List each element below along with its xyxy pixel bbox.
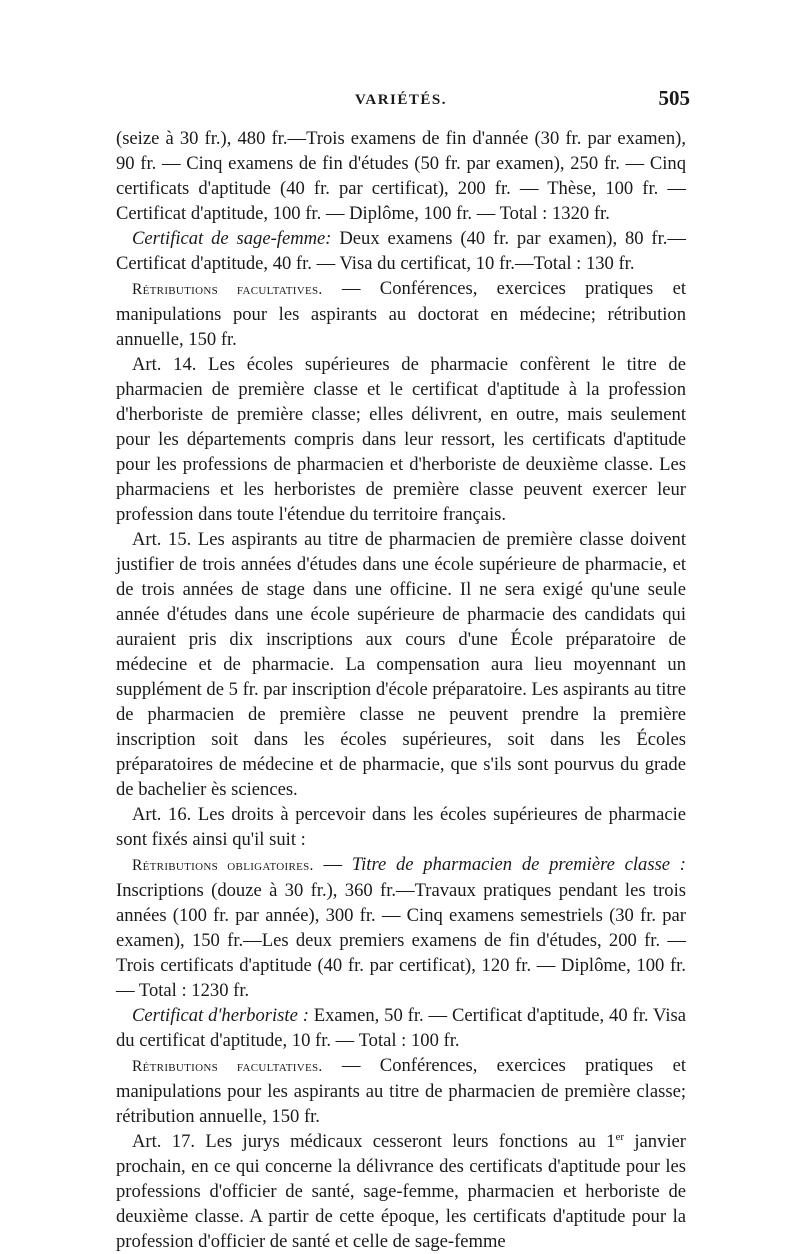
text-run: Deux examens (40 fr. par examen), 80 fr.— Certificat d'aptitude, 40 fr. — Visa du certificat, 10 fr.—Total : 130 fr. [116, 228, 686, 274]
text-run: Art. 15. Les aspirants au titre de pharmacien de première classe doivent justifier de trois années d'études dans une école supérieure de pharmacie, et de trois années de stage dans une officine. Il ne sera exigé qu'une seule année d'études dans une école supérieure de pharmacie des candidats qui auraient pris dix inscriptions aux cours d'une École préparatoire de médecine et de pharmacie. La compensation aura lieu moyennant un supplément de 5 fr. par inscription d'école préparatoire. Les aspirants au titre de pharmacien de première classe ne peuvent prendre la première inscription soit dans les écoles supérieures, soit dans les Écoles préparatoires de médecine et de pharmacie, que s'ils sont pourvus du grade de bachelier ès sciences. [116, 529, 686, 800]
text-run: Examen, 50 fr. — Certificat d'aptitude, 40 fr. Visa du certificat d'aptitude, 10 fr. — Total : 100 fr. [116, 1005, 686, 1051]
text-run-em: Certificat d'herboriste : [132, 1005, 309, 1026]
paragraph [116, 126, 686, 226]
body-text [116, 126, 686, 1254]
page-number: 505 [658, 86, 690, 110]
text-run: (seize à 30 fr.), 480 fr.—Trois examens de fin d'année (30 fr. par examen), 90 fr. — Cinq examens de fin d'études (50 fr. par examen), 250 fr. — Cinq certificats d'aptitude (40 fr. par certificat), 200 fr. — Thèse, 100 fr. — Certificat d'aptitude, 100 fr. — Diplôme, 100 fr. — Total : 1320 fr. [116, 128, 686, 224]
paragraph [116, 276, 686, 352]
text-run: Art. 16. Les droits à percevoir dans les écoles supérieures de pharmacie sont fixés ainsi qu'il suit : [116, 804, 686, 850]
text-run: Inscriptions (douze à 30 fr.), 360 fr.—Travaux pratiques pendant les trois années (100 fr. par année), 300 fr. — Cinq examens semestriels (30 fr. par examen), 150 fr.—Les deux premiers examens de fin d'études, 200 fr. — Trois certificats d'aptitude (40 fr. par certificat), 120 fr. — Diplôme, 100 fr. — Total : 1230 fr. [116, 880, 686, 1001]
paragraph [116, 802, 686, 852]
page-header [116, 84, 690, 114]
paragraph [116, 226, 686, 276]
paragraph [116, 852, 686, 1003]
paragraph [116, 1053, 686, 1129]
text-run-sup: er [615, 1130, 625, 1143]
paragraph [116, 527, 686, 802]
paragraph [116, 1003, 686, 1053]
running-title: VARIÉTÉS. [354, 92, 447, 108]
text-run-em: Titre de pharmacien de première classe : [351, 854, 686, 875]
text-run: Art. 14. Les écoles supérieures de pharmacie confèrent le titre de pharmacien de première classe et le certificat d'aptitude à la profession d'herboriste de première classe; elles délivrent, en outre, mais seulement pour les départements compris dans leur ressort, les certificats d'aptitude pour les professions de pharmacien et d'herboriste de deuxième classe. Les pharmaciens et les herboristes de première classe peuvent exercer leur profession dans toute l'étendue du territoire français. [116, 354, 686, 525]
text-run: — Conférences, exercices pratiques et manipulations pour les aspirants au titre de pharmacien de première classe; rétribution annuelle, 150 fr. [116, 1055, 686, 1127]
text-run: janvier prochain, en ce qui concerne la délivrance des certificats d'aptitude pour les professions d'officier de santé, sage-femme, pharmacien et herboriste de deuxième classe. A partir de cette époque, les certificats d'aptitude pour la profession d'officier de santé et celle de sage-femme [116, 1131, 686, 1252]
text-run-em: Certificat de sage-femme: [132, 228, 332, 249]
text-run: Art. 17. Les jurys médicaux cesseront leurs fonctions au 1 [132, 1131, 616, 1152]
text-run-sc: Rétributions obligatoires. [132, 857, 314, 874]
text-run-sc: Rétributions facultatives. [132, 1058, 323, 1075]
paragraph [116, 352, 686, 527]
text-run: — Conférences, exercices pratiques et manipulations pour les aspirants au doctorat en médecine; rétribution annuelle, 150 fr. [116, 278, 686, 350]
text-run: — [313, 854, 352, 875]
text-run-sc: Rétributions facultatives. [132, 281, 323, 298]
paragraph [116, 1129, 686, 1254]
